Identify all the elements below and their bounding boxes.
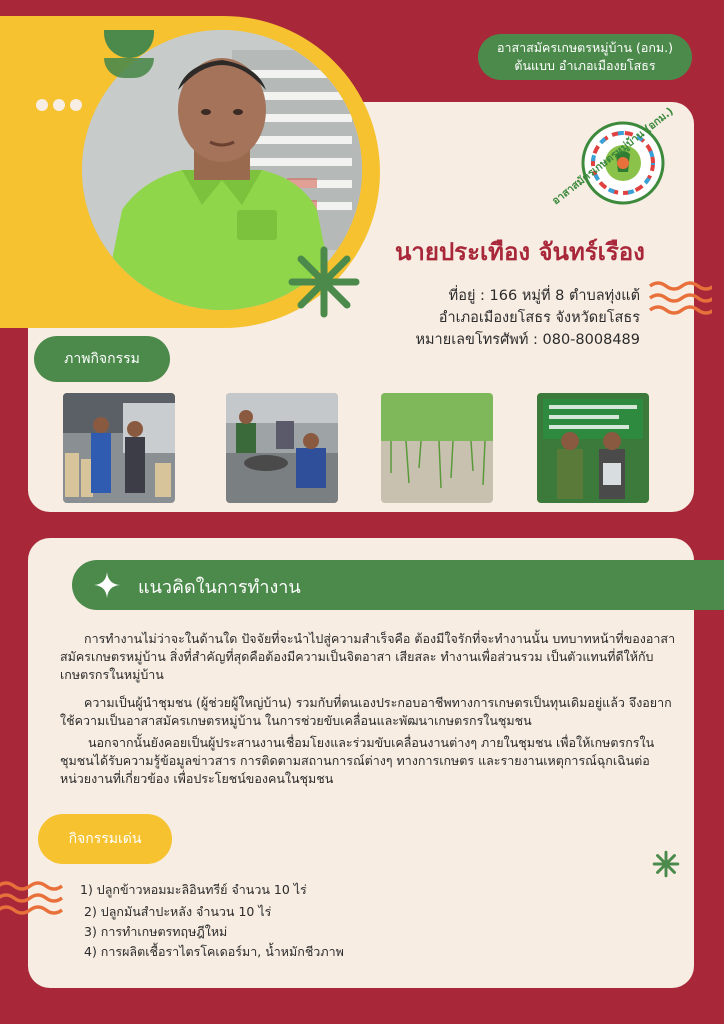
- concept-title: แนวคิดในการทำงาน: [138, 577, 301, 598]
- highlights-label: กิจกรรมเด่น: [38, 814, 172, 864]
- program-tag-line1: อาสาสมัครเกษตรหมู่บ้าน (อกม.): [496, 40, 674, 55]
- sparkle-icon: [94, 572, 120, 598]
- concept-paragraph-3: นอกจากนั้นยังคอยเป็นผู้ประสานงานเชื่อมโยงและร่วมขับเคลื่อนงานต่างๆ ภายในชุมชน เพื่อให้เกษตรกรในชุมชนได้รับความรู้ข้อมูลข่าวสาร การติดตามสถานการณ์ต่างๆ ทางการเกษตร และรายงานเหตุการณ์ฉุกเฉินต่อหน่วยงานที่เกี่ยวข้อง เพื่อประโยชน์ของคนในชุมชน: [60, 735, 655, 786]
- contact-info: [390, 285, 640, 351]
- dots-decor: [36, 96, 87, 115]
- highlight-item-3: 3) การทำเกษตรทฤษฎีใหม่: [84, 924, 228, 939]
- wave-icon: [648, 280, 712, 316]
- concept-paragraph-1: การทำงานไม่ว่าจะในด้านใด ปัจจัยที่จะนำไปสู่ความสำเร็จคือ ต้องมีใจรักที่จะทำงานนั้น บทบาทหน้าที่ของอาสาสมัครเกษตรหมู่บ้าน สิ่งที่สำคัญที่สุดคือต้องมีความเป็นจิตอาสา เสียสละ ทำงานเพื่อส่วนรวม เป็นตัวแทนที่ดีให้กับเกษตรกรในหมู่บ้าน: [60, 631, 676, 682]
- asterisk-icon: [286, 244, 362, 320]
- logo-text: อาสาสมัครเกษตรหมู่บ้าน (อกม.): [549, 105, 676, 208]
- concept-paragraph-2: ความเป็นผู้นำชุมชน (ผู้ช่วยผู้ใหญ่บ้าน) รวมกับที่ตนเองประกอบอาชีพทางการเกษตรเป็นทุนเดิมอยู่แล้ว จึงอยากใช้ความเป็นอาสาสมัครเกษตรหมู่บ้าน ในการช่วยขับเคลื่อนและพัฒนาเกษตรกรในชุมชน: [60, 695, 672, 728]
- program-tag-line2: ต้นแบบ อำเภอเมืองยโสธร: [514, 58, 656, 73]
- phone-number: หมายเลขโทรศัพท์ : 080-8008489: [415, 332, 640, 348]
- highlight-item-2: 2) ปลูกมันสำปะหลัง จำนวน 10 ไร่: [84, 904, 272, 919]
- address-line2: อำเภอเมืองยโสธร จังหวัดยโสธร: [438, 310, 640, 326]
- activities-label: ภาพกิจกรรม: [34, 336, 170, 382]
- activity-photo-4: [537, 393, 649, 503]
- highlight-item-1: 1) ปลูกข้าวหอมมะลิอินทรีย์ จำนวน 10 ไร่: [80, 882, 307, 897]
- concept-banner: [72, 560, 724, 610]
- asterisk-icon-2: [652, 850, 680, 878]
- address-line1: ที่อยู่ : 166 หมู่ที่ 8 ตำบลทุ่งแต้: [448, 288, 640, 304]
- wave-icon-2: [0, 880, 64, 916]
- activity-photo-1: [63, 393, 175, 503]
- activity-photo-3: [381, 393, 493, 503]
- highlight-item-4: 4) การผลิตเชื้อราไตรโคเดอร์มา, น้ำหมักชีวภาพ: [84, 944, 344, 959]
- program-tag: [478, 34, 692, 80]
- activity-photo-2: [226, 393, 338, 503]
- person-name: นายประเทือง จันทร์เรือง: [395, 238, 645, 266]
